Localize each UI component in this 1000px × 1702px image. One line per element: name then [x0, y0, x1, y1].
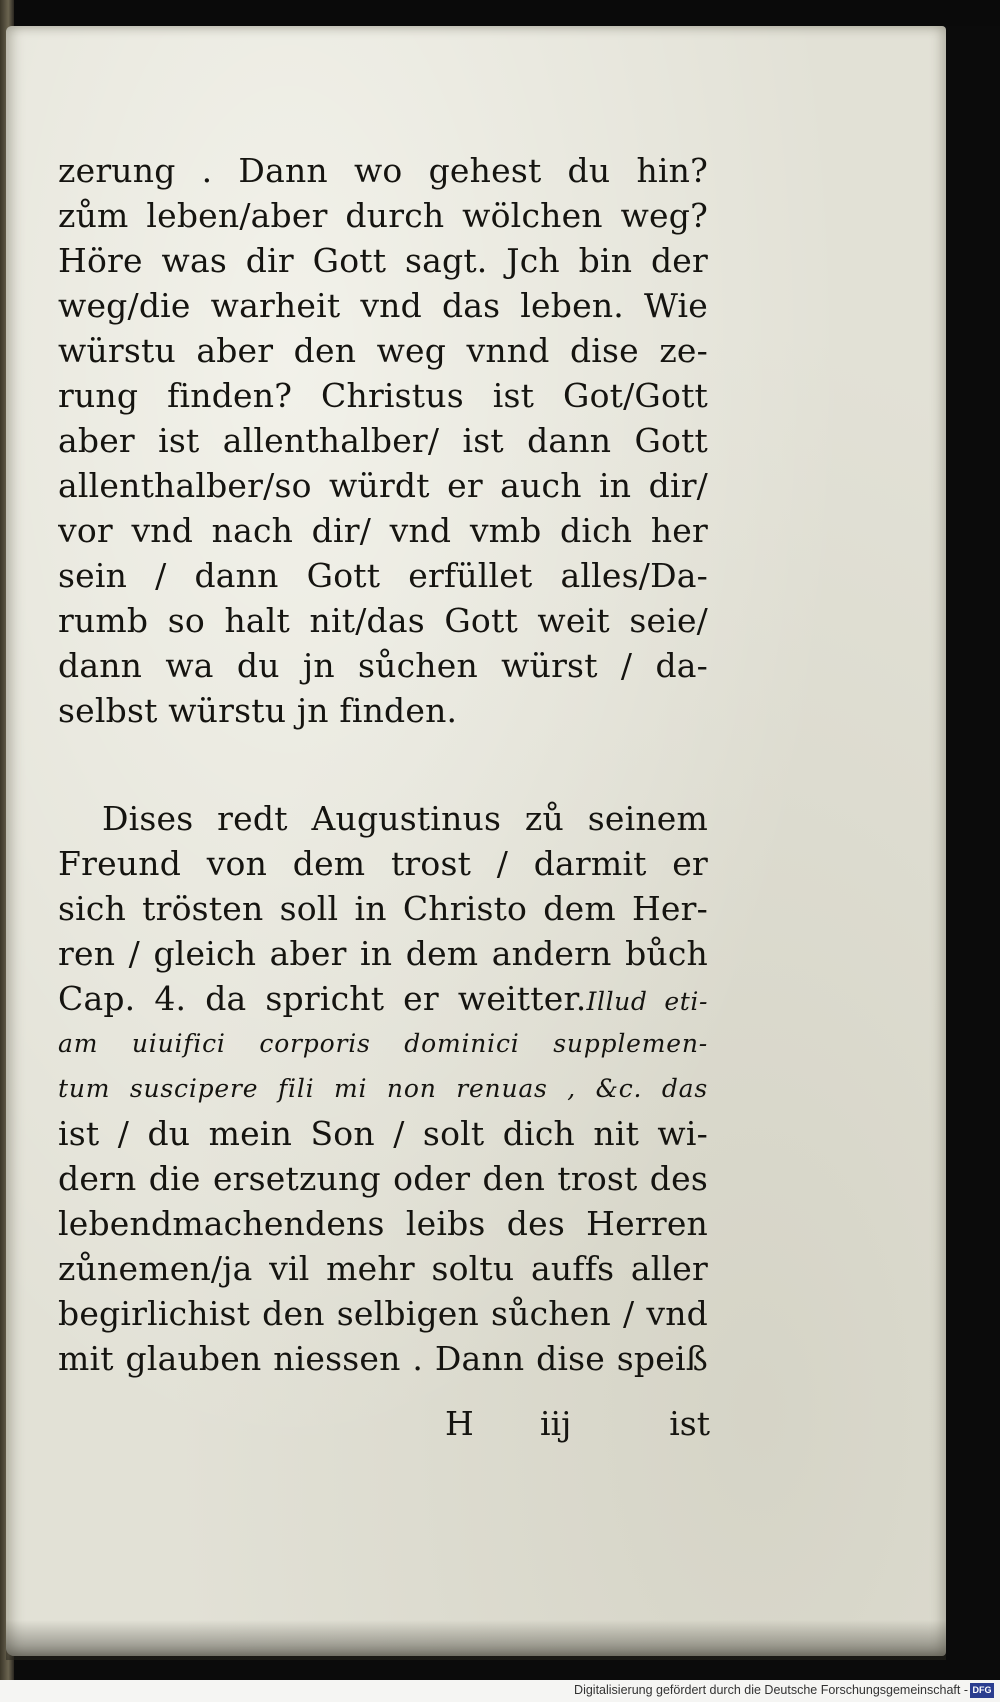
- text-paragraph-2: [58, 796, 708, 1381]
- signature-number: iij: [540, 1404, 572, 1443]
- text-line: dann wa du jn sůchen würst / da-: [58, 646, 708, 685]
- text-line: dern die ersetzung oder den trost des: [58, 1159, 708, 1198]
- text-line: ist / du mein Son / solt dich nit wi-: [58, 1114, 708, 1153]
- text-latin-italic-part: Illud eti-: [586, 987, 708, 1016]
- text-paragraph-1: [58, 148, 708, 733]
- page-bottom-shadow: [6, 1620, 946, 1660]
- text-line: sich trösten soll in Christo dem Her-: [58, 889, 708, 928]
- text-line: lebendmachendens leibs des Herren: [58, 1204, 708, 1243]
- text-line: begirlichist den selbigen sůchen / vnd: [58, 1294, 708, 1333]
- signature-mark: H: [445, 1404, 474, 1443]
- text-line: Freund von dem trost / darmit er: [58, 844, 708, 883]
- text-line: weg/die warheit vnd das leben. Wie: [58, 286, 708, 325]
- catchword: ist: [669, 1404, 710, 1443]
- text-line: rung finden? Christus ist Got/Gott: [58, 376, 708, 415]
- text-line: aber ist allenthalber/ ist dann Gott: [58, 421, 708, 460]
- text-upright-part: Cap. 4. da spricht er weitter.: [58, 979, 587, 1018]
- text-line: rumb so halt nit/das Gott weit seie/: [58, 601, 708, 640]
- text-line: vor vnd nach dir/ vnd vmb dich her: [58, 511, 708, 550]
- scan-top-border: [0, 0, 1000, 26]
- text-line: würstu aber den weg vnnd dise ze-: [58, 331, 708, 370]
- text-line: zům leben/aber durch wölchen weg?: [58, 196, 708, 235]
- text-line-latin: am uiuifici corporis dominici supplemen-: [58, 1029, 708, 1058]
- text-line-latin: tum suscipere fili mi non renuas , &c. das: [58, 1074, 708, 1103]
- text-line: Höre was dir Gott sagt. Jch bin der: [58, 241, 708, 280]
- dfg-logo-icon: DFG: [970, 1683, 994, 1698]
- footer-credit: Digitalisierung gefördert durch die Deutsche Forschungsgemeinschaft -: [574, 1683, 968, 1697]
- text-line: selbst würstu jn finden.: [58, 691, 458, 730]
- text-line-mixed: [58, 976, 708, 1021]
- text-line: Dises redt Augustinus zů seinem: [102, 799, 708, 838]
- text-line: zerung . Dann wo gehest du hin?: [58, 151, 708, 190]
- text-line: mit glauben niessen . Dann dise speiß: [58, 1339, 708, 1378]
- text-line: allenthalber/so würdt er auch in dir/: [58, 466, 708, 505]
- text-line: zůnemen/ja vil mehr soltu auffs aller: [58, 1249, 708, 1288]
- page-catchwords: [445, 1404, 710, 1452]
- text-line: ren / gleich aber in dem andern bůch: [58, 934, 708, 973]
- text-line: sein / dann Gott erfüllet alles/Da-: [58, 556, 708, 595]
